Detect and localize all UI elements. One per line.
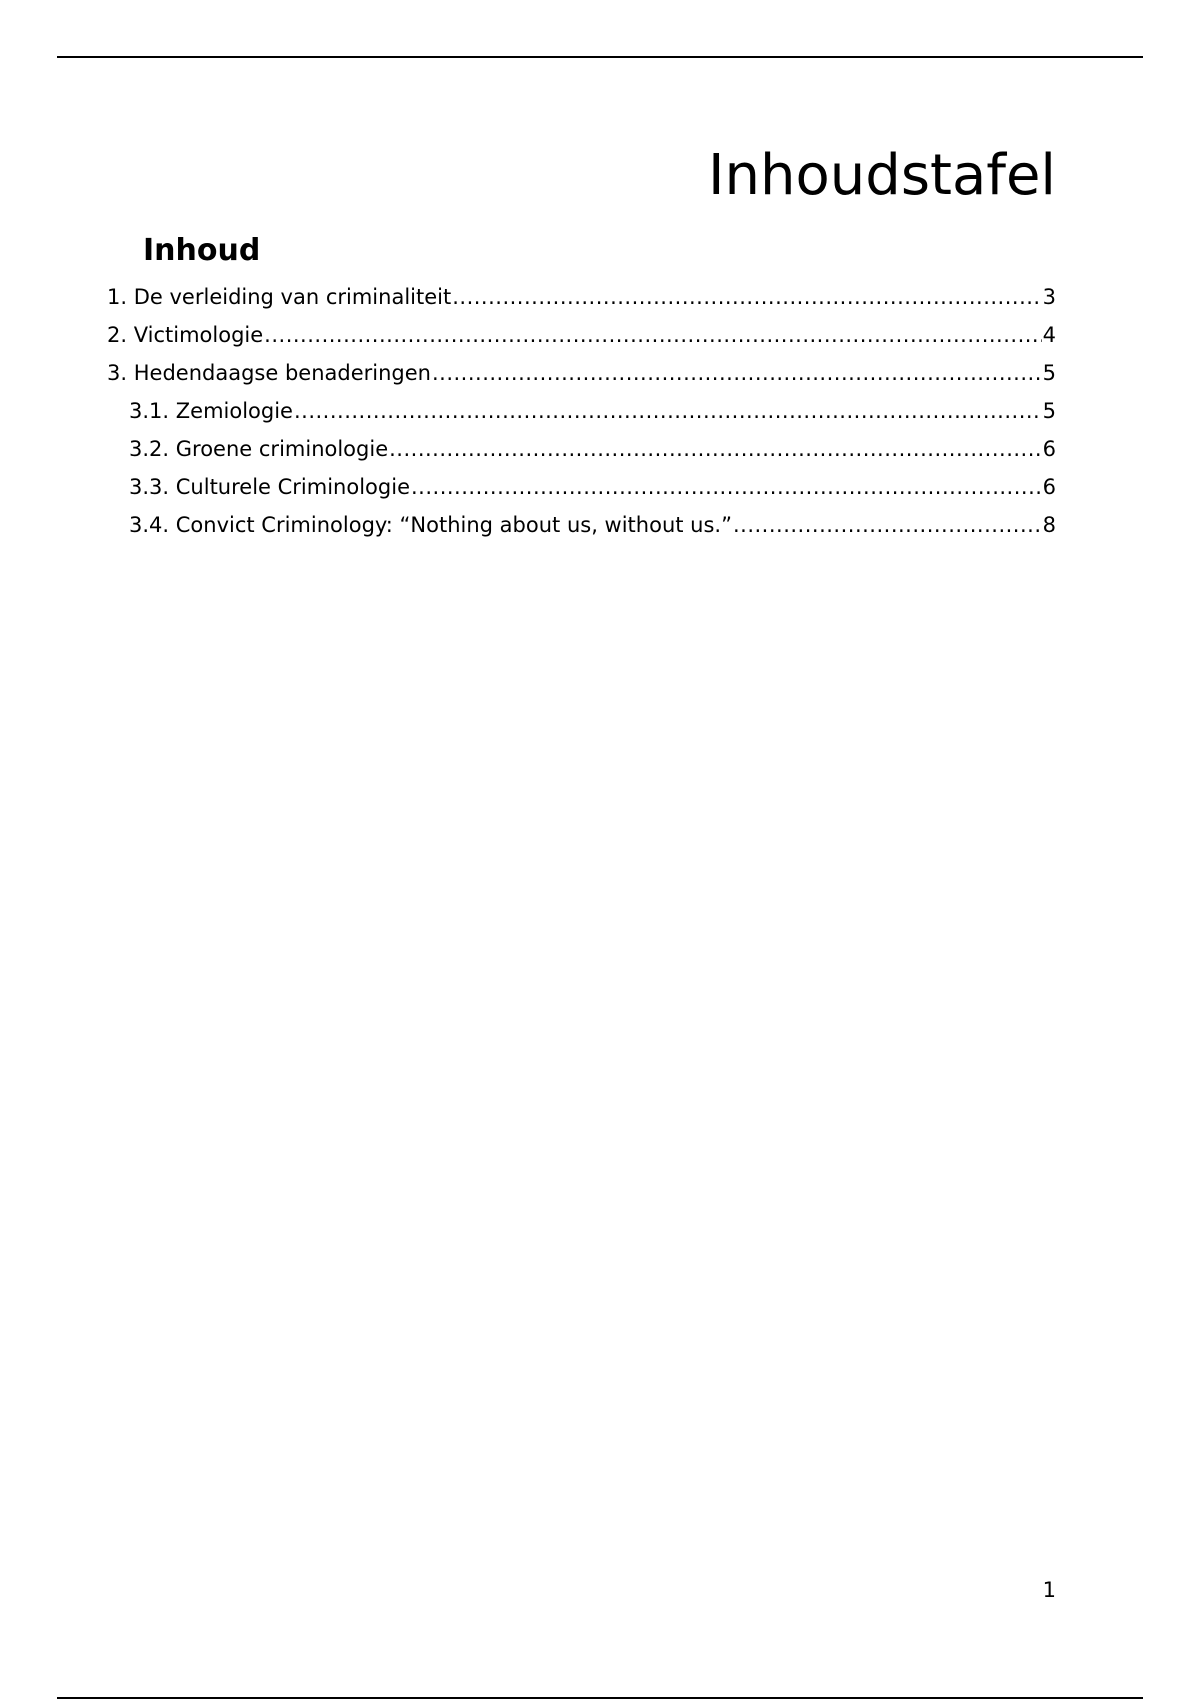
header-rule <box>57 56 1143 58</box>
toc-entry-label <box>107 354 431 392</box>
footer-rule <box>57 1697 1143 1699</box>
toc-entry-title: Zemiologie <box>175 399 293 423</box>
toc-entry[interactable] <box>107 278 1056 316</box>
toc-entry-label <box>107 278 451 316</box>
toc-heading: Inhoud <box>143 233 261 268</box>
toc-dot-leader <box>294 392 1042 430</box>
toc-entry[interactable] <box>107 430 1056 468</box>
toc-dot-leader <box>452 278 1041 316</box>
toc-entry-page: 5 <box>1042 399 1056 423</box>
toc-dot-leader <box>432 354 1042 392</box>
document-title: Inhoudstafel <box>708 143 1056 208</box>
toc-entry-number: 3.1. <box>129 399 170 423</box>
toc-entry-title: Victimologie <box>133 323 264 347</box>
toc-entry-number: 3. <box>107 361 128 385</box>
toc-entry-title: De verleiding van criminaliteit <box>133 285 452 309</box>
toc-entry-number: 2. <box>107 323 128 347</box>
toc-dot-leader <box>264 316 1041 354</box>
toc-dot-leader <box>733 506 1042 544</box>
toc-dot-leader <box>411 468 1042 506</box>
toc-entry-page: 4 <box>1042 323 1056 347</box>
toc-entry[interactable] <box>107 468 1056 506</box>
toc-entry-label <box>129 392 293 430</box>
toc-entry[interactable] <box>107 506 1056 544</box>
toc-entry-title: Groene criminologie <box>175 437 389 461</box>
toc-entry-page: 8 <box>1042 513 1056 537</box>
table-of-contents <box>107 278 1056 544</box>
toc-entry[interactable] <box>107 392 1056 430</box>
toc-entry-title: Convict Criminology: “Nothing about us, without us.” <box>175 513 732 537</box>
toc-entry-number: 3.2. <box>129 437 170 461</box>
toc-entry[interactable] <box>107 316 1056 354</box>
toc-entry-number: 1. <box>107 285 128 309</box>
toc-entry-page: 6 <box>1042 437 1056 461</box>
toc-entry-page: 6 <box>1042 475 1056 499</box>
toc-entry-number: 3.4. <box>129 513 170 537</box>
toc-entry-label <box>129 506 732 544</box>
toc-entry-label <box>107 316 263 354</box>
toc-entry[interactable] <box>107 354 1056 392</box>
toc-dot-leader <box>389 430 1042 468</box>
toc-entry-label <box>129 430 388 468</box>
toc-entry-number: 3.3. <box>129 475 170 499</box>
toc-entry-title: Culturele Criminologie <box>175 475 410 499</box>
toc-entry-label <box>129 468 410 506</box>
toc-entry-page: 3 <box>1042 285 1056 309</box>
toc-entry-title: Hedendaagse benaderingen <box>133 361 431 385</box>
toc-entry-page: 5 <box>1042 361 1056 385</box>
page-number: 1 <box>1042 1578 1056 1602</box>
